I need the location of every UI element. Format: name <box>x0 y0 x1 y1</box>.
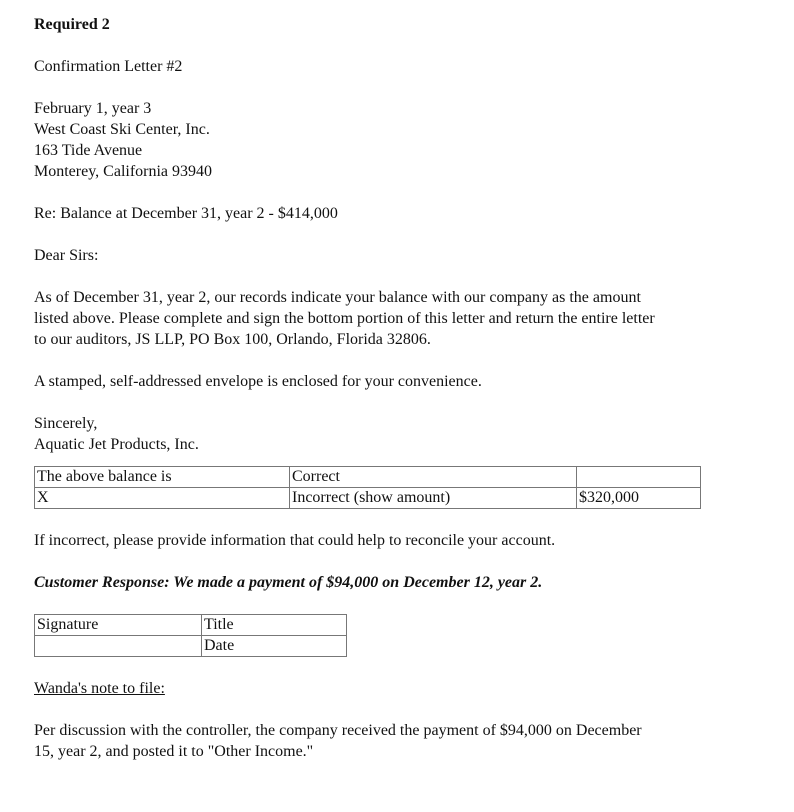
table-row <box>35 636 347 657</box>
body-line: to our auditors, JS LLP, PO Box 100, Orlando, Florida 32806. <box>34 331 431 348</box>
signature-table <box>34 614 347 657</box>
salutation: Dear Sirs: <box>34 247 99 264</box>
table-row <box>35 615 347 636</box>
recipient-city: Monterey, California 93940 <box>34 163 213 180</box>
date-cell: Date <box>202 636 347 657</box>
note-heading: Wanda's note to file: <box>34 680 165 697</box>
correct-amount-cell <box>577 467 701 488</box>
title-cell: Title <box>202 615 347 636</box>
incorrect-amount-cell: $320,000 <box>577 488 701 509</box>
section-heading: Required 2 <box>34 16 110 33</box>
re-line: Re: Balance at December 31, year 2 - $414,000 <box>34 205 338 222</box>
incorrect-mark-cell: X <box>35 488 290 509</box>
body-line: listed above. Please complete and sign the bottom portion of this letter and return the entire letter <box>34 310 655 327</box>
closing: Sincerely, <box>34 415 98 432</box>
note-line: Per discussion with the controller, the company received the payment of $94,000 on December <box>34 722 642 739</box>
incorrect-note: If incorrect, please provide information that could help to reconcile your account. <box>34 532 556 549</box>
note-paragraph <box>34 720 764 762</box>
customer-response: Customer Response: We made a payment of $94,000 on December 12, year 2. <box>34 574 543 591</box>
letter-date: February 1, year 3 <box>34 100 152 117</box>
table-row <box>35 467 701 488</box>
sender-name: Aquatic Jet Products, Inc. <box>34 436 199 453</box>
body-paragraph <box>34 287 764 350</box>
incorrect-label-cell: Incorrect (show amount) <box>290 488 577 509</box>
envelope-note: A stamped, self-addressed envelope is enclosed for your convenience. <box>34 373 482 390</box>
correct-label-cell: Correct <box>290 467 577 488</box>
signature-cell: Signature <box>35 615 202 636</box>
body-line: As of December 31, year 2, our records indicate your balance with our company as the amount <box>34 289 641 306</box>
note-line: 15, year 2, and posted it to "Other Income." <box>34 743 314 760</box>
recipient-name: West Coast Ski Center, Inc. <box>34 121 210 138</box>
signature-blank-cell <box>35 636 202 657</box>
balance-label-cell: The above balance is <box>35 467 290 488</box>
letter-title: Confirmation Letter #2 <box>34 58 183 75</box>
recipient-street: 163 Tide Avenue <box>34 142 143 159</box>
table-row <box>35 488 701 509</box>
address-block <box>34 98 764 182</box>
document-page <box>34 14 764 762</box>
balance-table <box>34 466 701 509</box>
